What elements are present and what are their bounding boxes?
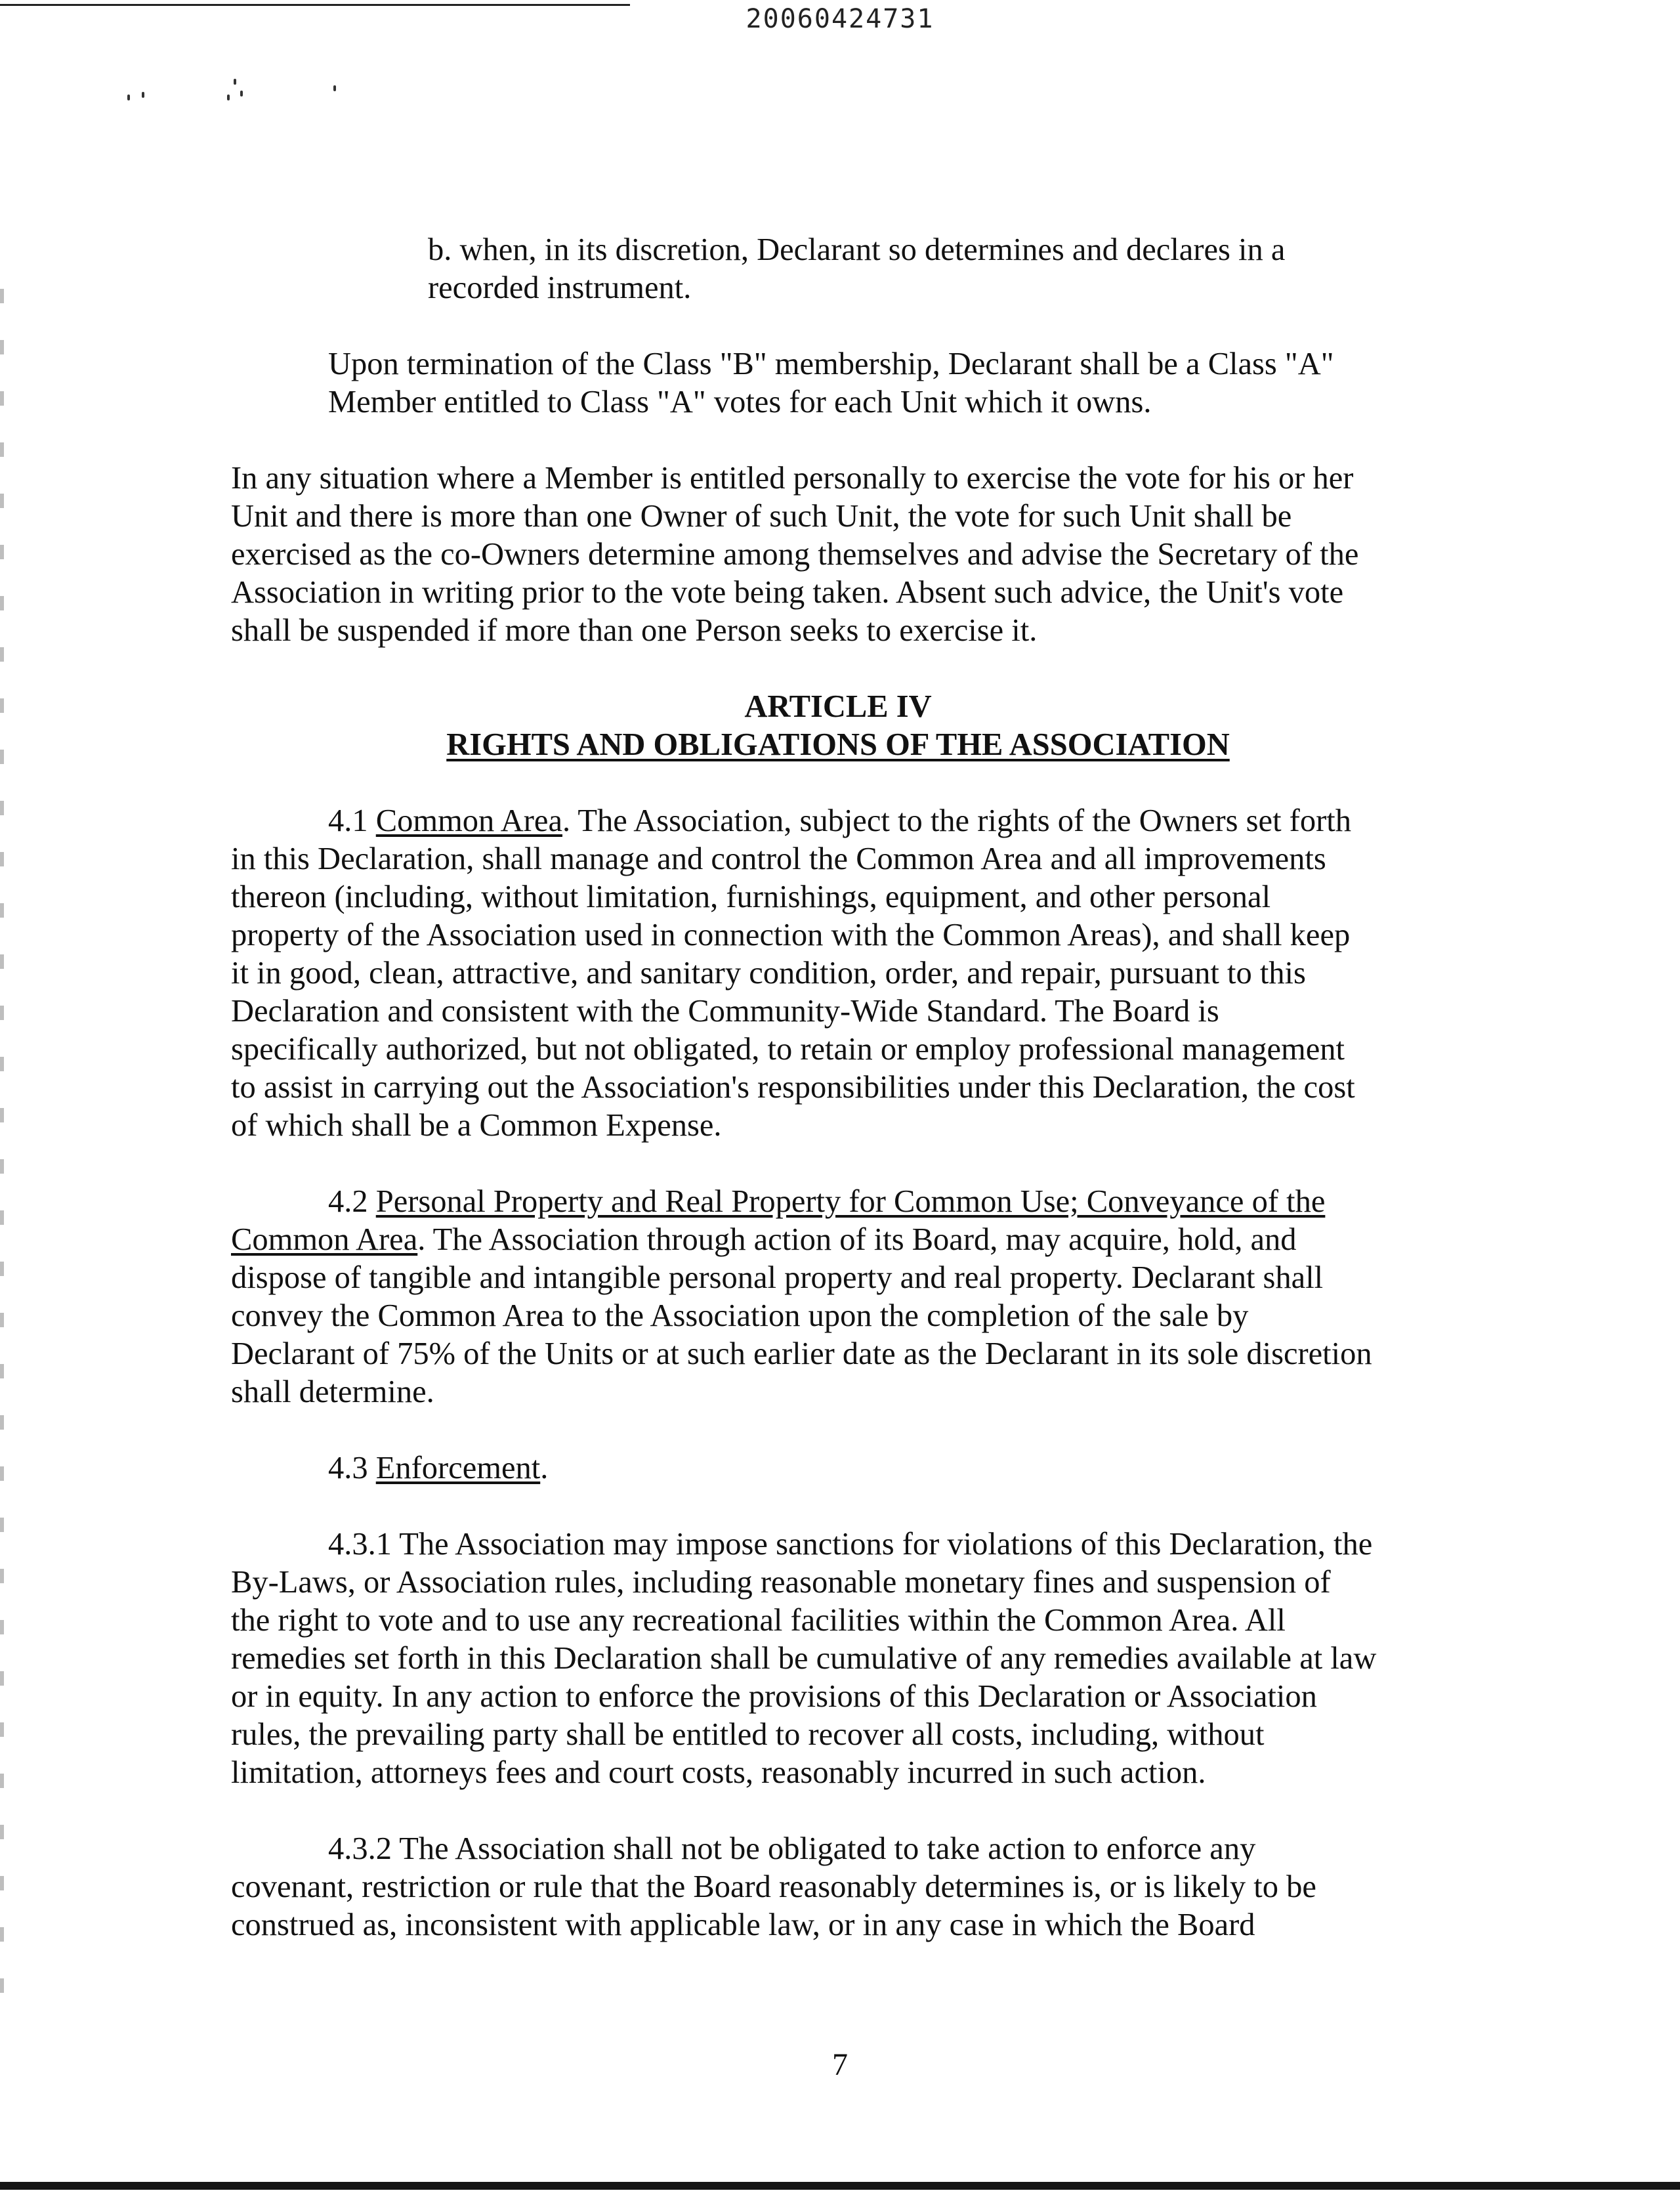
section-number: 4.1 (328, 803, 368, 838)
section-text: . The Association, subject to the rights of the Owners set forth in this Declaration, shall manage and control the Common Area and all improvements thereon (including, without limitation, furnishings, equipment, and other personal property of the Association used in connection with the Common Areas), and shall keep it in good, clean, attractive, and sanitary condition, order, and repair, pursuant to this Declaration and consistent with the Community-Wide Standard. The Board is specifically authorized, but not obligated, to retain or employ professional management to assist in carrying out the Association's responsibilities under this Declaration, the cost of which shall be a Common Expense. (231, 803, 1355, 1143)
document-body (231, 231, 1406, 1944)
section-text: 4.3.2 The Association shall not be obligated to take action to enforce any covenant, restriction or rule that the Board reasonably determines is, or is likely to be construed as, inconsistent with applicable law, or in any case in which the Board (231, 1831, 1316, 1942)
speck (234, 79, 236, 85)
article-label: ARTICLE IV (744, 689, 932, 724)
section-number: 4.3 (328, 1451, 368, 1485)
vote-paragraph: In any situation where a Member is entitled personally to exercise the vote for his or her Unit and there is more than one Owner of such Unit, the vote for such Unit shall be exercised as the co-Owners determine among themselves and advise the Secretary of the Association in writing prior to the vote being taken. Absent such advice, the Unit's vote shall be suspended if more than one Person seeks to exercise it. (231, 461, 1359, 648)
section-heading: Personal Property and Real Property for Common Use; Conveyance of the Common Area (231, 1184, 1326, 1257)
section-4-3-2 (231, 1830, 1406, 1944)
item-b: b. when, in its discretion, Declarant so determines and declares in a recorded instrument. (428, 232, 1286, 305)
section-4-3 (328, 1449, 1406, 1487)
section-text: . The Association through action of its Board, may acquire, hold, and dispose of tangible and intangible personal property and real property. Declarant shall convey the Common Area to the Association upon the completion of the sale by Declarant of 75% of the Units or at such earlier date as the Declarant in its sole discretion shall determine. (231, 1222, 1372, 1409)
speck (240, 91, 243, 96)
speck (333, 85, 336, 91)
termination-paragraph: Upon termination of the Class "B" membership, Declarant shall be a Class "A" Member entitled to Class "A" votes for each Unit which it owns. (328, 347, 1334, 419)
document-number: 20060424731 (746, 4, 934, 34)
speck (227, 95, 230, 100)
article-title: RIGHTS AND OBLIGATIONS OF THE ASSOCIATION (446, 727, 1230, 762)
section-4-3-1 (231, 1525, 1406, 1792)
article-heading (231, 688, 1406, 764)
scan-edge-marks (0, 289, 4, 1995)
section-heading: Enforcement (375, 1451, 541, 1485)
page-number: 7 (832, 2047, 848, 2082)
section-text: 4.3.1 The Association may impose sanctions for violations of this Declaration, the By-Laws, or Association rules, including reasonable monetary fines and suspension of the right to vote and to use any recreational facilities within the Common Area. All remedies set forth in this Declaration shall be cumulative of any remedies available at law or in equity. In any action to enforce the provisions of this Declaration or Association rules, the prevailing party shall be entitled to recover all costs, including, without limitation, attorneys fees and court costs, reasonably incurred in such action. (231, 1527, 1377, 1790)
section-4-1 (231, 802, 1406, 1145)
speck (142, 92, 144, 98)
scan-specks (125, 72, 348, 112)
section-number: 4.2 (328, 1184, 368, 1219)
section-4-2 (231, 1183, 1406, 1411)
speck (127, 95, 130, 100)
scan-bottom-rule (0, 2182, 1680, 2190)
section-heading: Common Area (375, 803, 562, 838)
section-suffix: . (540, 1451, 549, 1485)
